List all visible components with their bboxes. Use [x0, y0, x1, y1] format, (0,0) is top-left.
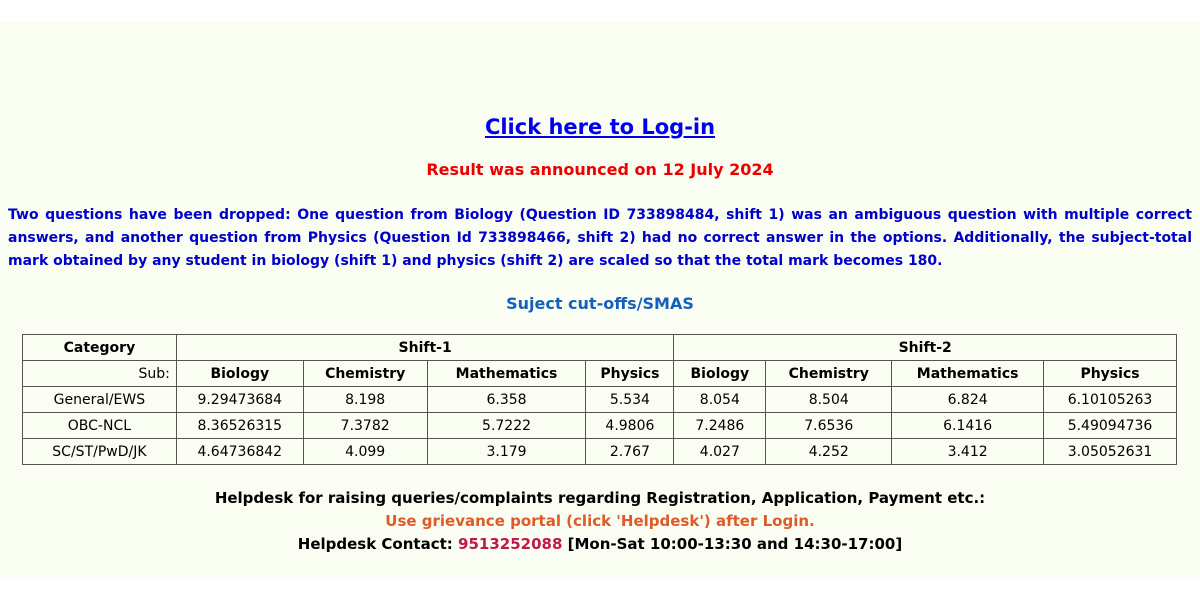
table-row: [23, 439, 1177, 465]
sub-label: Sub:: [23, 361, 177, 387]
category-cell: General/EWS: [23, 387, 177, 413]
subject-header: Biology: [176, 361, 303, 387]
dropped-questions-notice: Two questions have been dropped: One question from Biology (Question ID 733898484, shift 1) was an ambiguous question with multiple correct answers, and another question from Physics (Question Id 733898466, shift 2) had no correct answer in the options. Additionally, the subject-total mark obtained by any student in biology (shift 1) and physics (shift 2) are scaled so that the total mark becomes 180.: [8, 207, 1192, 269]
shift-1-header: Shift-1: [176, 335, 674, 361]
value-cell: 4.099: [303, 439, 427, 465]
value-cell: 9.29473684: [176, 387, 303, 413]
subject-header: Mathematics: [892, 361, 1044, 387]
value-cell: 6.358: [427, 387, 586, 413]
subject-header: Chemistry: [766, 361, 892, 387]
value-cell: 8.054: [674, 387, 766, 413]
value-cell: 8.504: [766, 387, 892, 413]
subject-header: Chemistry: [303, 361, 427, 387]
value-cell: 3.05052631: [1044, 439, 1177, 465]
value-cell: 6.10105263: [1044, 387, 1177, 413]
category-cell: OBC-NCL: [23, 413, 177, 439]
subject-header: Biology: [674, 361, 766, 387]
subject-header: Physics: [1044, 361, 1177, 387]
value-cell: 8.198: [303, 387, 427, 413]
cutoff-table: [22, 334, 1177, 465]
helpdesk-phone: 9513252088: [458, 535, 563, 553]
grievance-portal-note: Use grievance portal (click 'Helpdesk') after Login.: [385, 512, 815, 530]
value-cell: 3.179: [427, 439, 586, 465]
subject-header: Mathematics: [427, 361, 586, 387]
value-cell: 3.412: [892, 439, 1044, 465]
subject-header: Physics: [586, 361, 674, 387]
value-cell: 4.027: [674, 439, 766, 465]
value-cell: 4.64736842: [176, 439, 303, 465]
helpdesk-title: Helpdesk for raising queries/complaints regarding Registration, Application, Payment etc.:: [214, 489, 986, 507]
cutoff-table-title: Suject cut-offs/SMAS: [506, 294, 694, 313]
value-cell: 6.1416: [892, 413, 1044, 439]
value-cell: 4.252: [766, 439, 892, 465]
value-cell: 2.767: [586, 439, 674, 465]
value-cell: 7.6536: [766, 413, 892, 439]
category-header: Category: [23, 335, 177, 361]
value-cell: 4.9806: [586, 413, 674, 439]
table-row: [23, 387, 1177, 413]
helpdesk-contact-line: [0, 533, 1200, 556]
value-cell: 5.49094736: [1044, 413, 1177, 439]
value-cell: 5.7222: [427, 413, 586, 439]
category-cell: SC/ST/PwD/JK: [23, 439, 177, 465]
helpdesk-section: [0, 487, 1200, 556]
result-announcement: Result was announced on 12 July 2024: [426, 160, 774, 179]
login-section: [0, 115, 1200, 139]
value-cell: 7.3782: [303, 413, 427, 439]
value-cell: 7.2486: [674, 413, 766, 439]
value-cell: 8.36526315: [176, 413, 303, 439]
subject-header-row: [23, 361, 1177, 387]
table-header-row: [23, 335, 1177, 361]
value-cell: 5.534: [586, 387, 674, 413]
shift-2-header: Shift-2: [674, 335, 1177, 361]
login-link[interactable]: Click here to Log-in: [484, 115, 716, 139]
helpdesk-contact-label: Helpdesk Contact:: [297, 535, 453, 553]
helpdesk-hours: [Mon-Sat 10:00-13:30 and 14:30-17:00]: [567, 535, 903, 553]
value-cell: 6.824: [892, 387, 1044, 413]
page-content: [0, 22, 1200, 577]
table-row: [23, 413, 1177, 439]
